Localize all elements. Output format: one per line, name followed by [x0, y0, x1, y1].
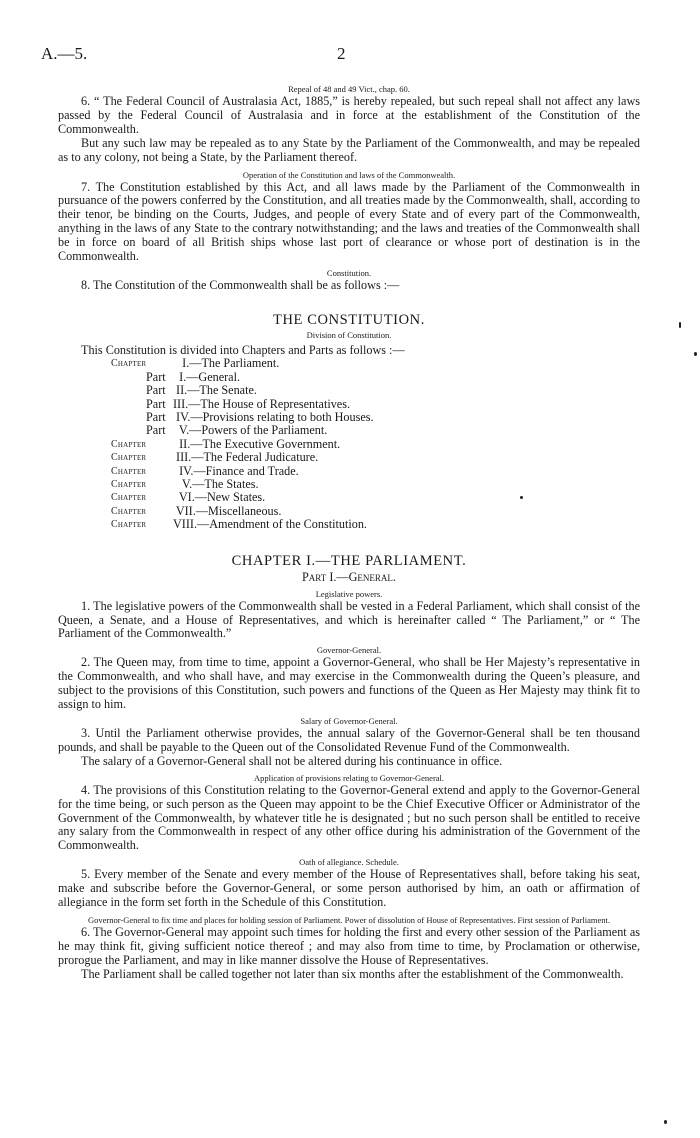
document-reference: A.—5.: [41, 44, 88, 63]
toc-row: [111, 411, 640, 424]
toc-row-number: IV.: [173, 410, 191, 424]
margin-speck: [679, 322, 681, 328]
toc-row: [111, 357, 640, 370]
section-paragraph: 3. Until the Parliament otherwise provides, the annual salary of the Governor-General shall be ten thousand pounds, and shall be payable to the Queen out of the Consolidated Revenue Fund of the Commonwealth.: [58, 726, 640, 754]
toc-row: [111, 398, 640, 411]
constitution-title: THE CONSTITUTION.: [273, 311, 425, 328]
toc-row-title: —Provisions relating to both Houses.: [190, 410, 374, 424]
margin-speck: [664, 1120, 667, 1124]
part-label: Part I.: [302, 569, 337, 584]
toc-row-number: II.: [173, 436, 191, 451]
toc-row-kind: Chapter: [111, 465, 147, 477]
toc-row-number: VIII.: [173, 517, 198, 532]
toc-row: [111, 438, 640, 451]
section-paragraph: 1. The legislative powers of the Commonwealth shall be vested in a Federal Parliament, which shall consist of the Queen, a Senate, and a House of Representatives, and which is hereinafter called “ The Parliament,” or “ The Parliament of the Commonwealth.”: [58, 598, 640, 641]
toc-row-kind: Chapter: [111, 358, 147, 370]
section-sidenote: Legislative powers.: [315, 588, 383, 599]
section-6-paragraph-2: But any such law may be repealed as to any State by the Parliament of the Commonwealth, and may be repealed as to any colony, not being a State, by the Parliament thereof.: [58, 135, 640, 164]
section-sidenote: Governor-General.: [316, 645, 382, 656]
table-of-contents: [111, 357, 640, 531]
toc-row-number: VI.: [173, 490, 195, 505]
toc-row: [111, 491, 640, 504]
toc-row: [111, 384, 640, 397]
chapter-1-title: CHAPTER I.—THE PARLIAMENT.: [231, 552, 467, 569]
toc-row-title: —Finance and Trade.: [193, 463, 299, 478]
section-sidenote: Oath of allegiance. Schedule.: [299, 857, 399, 868]
section-paragraph: The Parliament shall be called together not later than six months after the establishment of the Commonwealth.: [81, 966, 624, 981]
toc-row-title: —Miscellaneous.: [195, 503, 282, 518]
part-title: —General.: [336, 569, 396, 584]
section-sidenote-operation: Operation of the Constitution and laws of the Commonwealth.: [242, 169, 456, 180]
section-6-paragraph: 6. “ The Federal Council of Australasia Act, 1885,” is hereby repealed, but such repeal shall not affect any laws passed by the Federal Council of Australasia and in force at the establishment of the Constitution of the Commonwealth.: [58, 94, 640, 136]
section-sidenote: Governor-General to fix time and places for holding session of Parliament. Power of dissolution of House of Representatives. First session of Parliament.: [87, 914, 610, 925]
toc-row: [111, 518, 640, 531]
section-sidenote: Salary of Governor-General.: [300, 716, 398, 726]
section-8-paragraph: 8. The Constitution of the Commonwealth shall be as follows :—: [81, 277, 400, 292]
toc-row-number: I.: [173, 369, 187, 384]
toc-row-title: —The Federal Judicature.: [191, 450, 319, 465]
toc-row: [111, 505, 640, 518]
toc-row-kind: Chapter: [111, 452, 147, 464]
page-number: 2: [337, 44, 346, 63]
section-paragraph: 6. The Governor-General may appoint such times for holding the first and every other session of the Parliament as he may think fit, giving sufficient notice thereof ; and may also from time to time, by Proclamation or otherwise, prorogue the Parliament, and may in like manner dissolve the House of Representatives.: [58, 924, 640, 967]
chapter-1-sections: [58, 588, 640, 982]
toc-row-kind: Part: [146, 383, 166, 398]
toc-row-title: —The Executive Government.: [190, 436, 341, 451]
toc-row: [111, 371, 640, 384]
section-paragraph: 5. Every member of the Senate and every member of the House of Representatives shall, before taking his seat, make and subscribe before the Governor-General, or some person authorised by him, an oath or affirmation of allegiance in the form set forth in the Schedule of this Constitution.: [58, 867, 640, 910]
toc-row-number: III.: [173, 396, 189, 411]
toc-row-title: —General.: [186, 369, 241, 384]
toc-row-kind: Chapter: [111, 519, 147, 531]
toc-row: [111, 424, 640, 437]
toc-row-kind: Part: [146, 396, 166, 411]
section-sidenote-repeal: Repeal of 48 and 49 Vict., chap. 60.: [288, 84, 410, 94]
toc-row-kind: Chapter: [111, 438, 147, 450]
toc-row: [111, 465, 640, 478]
toc-row-kind: Part: [146, 369, 166, 384]
toc-row-number: V.: [173, 423, 190, 438]
toc-row-title: —Amendment of the Constitution.: [197, 517, 367, 532]
toc-row-title: —The Senate.: [187, 383, 257, 398]
section-paragraph: 2. The Queen may, from time to time, appoint a Governor-General, who shall be Her Majesty’s representative in the Commonwealth, and who shall have, and may exercise in the Commonwealth during the Queen’s pleasure, and subject to the provisions of this Constitution, such powers and functions of the Queen as Her Majesty may think fit to assign to him.: [58, 655, 640, 712]
toc-row-number: III.: [173, 450, 192, 465]
document-body: [58, 80, 640, 982]
toc-row-kind: Part: [146, 410, 166, 424]
toc-row-number: IV.: [173, 463, 194, 478]
toc-row-number: V.: [173, 477, 193, 492]
margin-speck: [694, 352, 697, 356]
toc-row-kind: Chapter: [111, 479, 147, 491]
section-sidenote-constitution: Constitution.: [326, 267, 372, 278]
section-7-paragraph: 7. The Constitution established by this Act, and all laws made by the Parliament of the Commonwealth in pursuance of the powers conferred by the Constitution, and all treaties made by the Commonwealth, shall, according to their tenor, be binding on the Courts, Judges, and people of every State and of every part of the Commonwealth, anything in the laws of any State to the contrary notwithstanding; and the laws and treaties of the Commonwealth shall be in force on board of all British ships whose last port of clearance or whose port of destination is in the Commonwealth.: [58, 179, 640, 264]
section-paragraph: 4. The provisions of this Constitution relating to the Governor-General extend and apply to the Governor-General for the time being, or such person as the Queen may appoint to be the Chief Executive Officer or Administrator of the Government of the Commonwealth, by whatever title he is designated ; but no such person shall be entitled to receive any salary from the Commonwealth in respect of any other office during his administration of the Government of the Commonwealth.: [58, 782, 640, 853]
toc-row-kind: Chapter: [111, 505, 147, 517]
toc-row-title: —New States.: [194, 490, 266, 505]
constitution-intro: This Constitution is divided into Chapters and Parts as follows :—: [81, 342, 405, 357]
toc-row: [111, 478, 640, 491]
constitution-division-heading: Division of Constitution.: [306, 329, 392, 340]
toc-row-title: —The States.: [192, 477, 259, 492]
toc-row-title: —The House of Representatives.: [188, 396, 351, 411]
toc-row-number: I.: [173, 356, 190, 371]
margin-speck: [520, 496, 523, 499]
toc-row-kind: Part: [146, 423, 166, 438]
toc-row-number: VII.: [173, 503, 196, 518]
toc-row-title: —The Parliament.: [189, 356, 280, 371]
section-sidenote: Application of provisions relating to Governor-General.: [253, 772, 445, 783]
toc-row-title: —Powers of the Parliament.: [189, 423, 328, 438]
section-paragraph: The salary of a Governor-General shall not be altered during his continuance in office.: [81, 753, 503, 768]
part-1-heading: [58, 570, 640, 585]
toc-row-kind: Chapter: [111, 492, 147, 504]
toc-row-number: II.: [173, 383, 188, 398]
toc-row: [111, 451, 640, 464]
